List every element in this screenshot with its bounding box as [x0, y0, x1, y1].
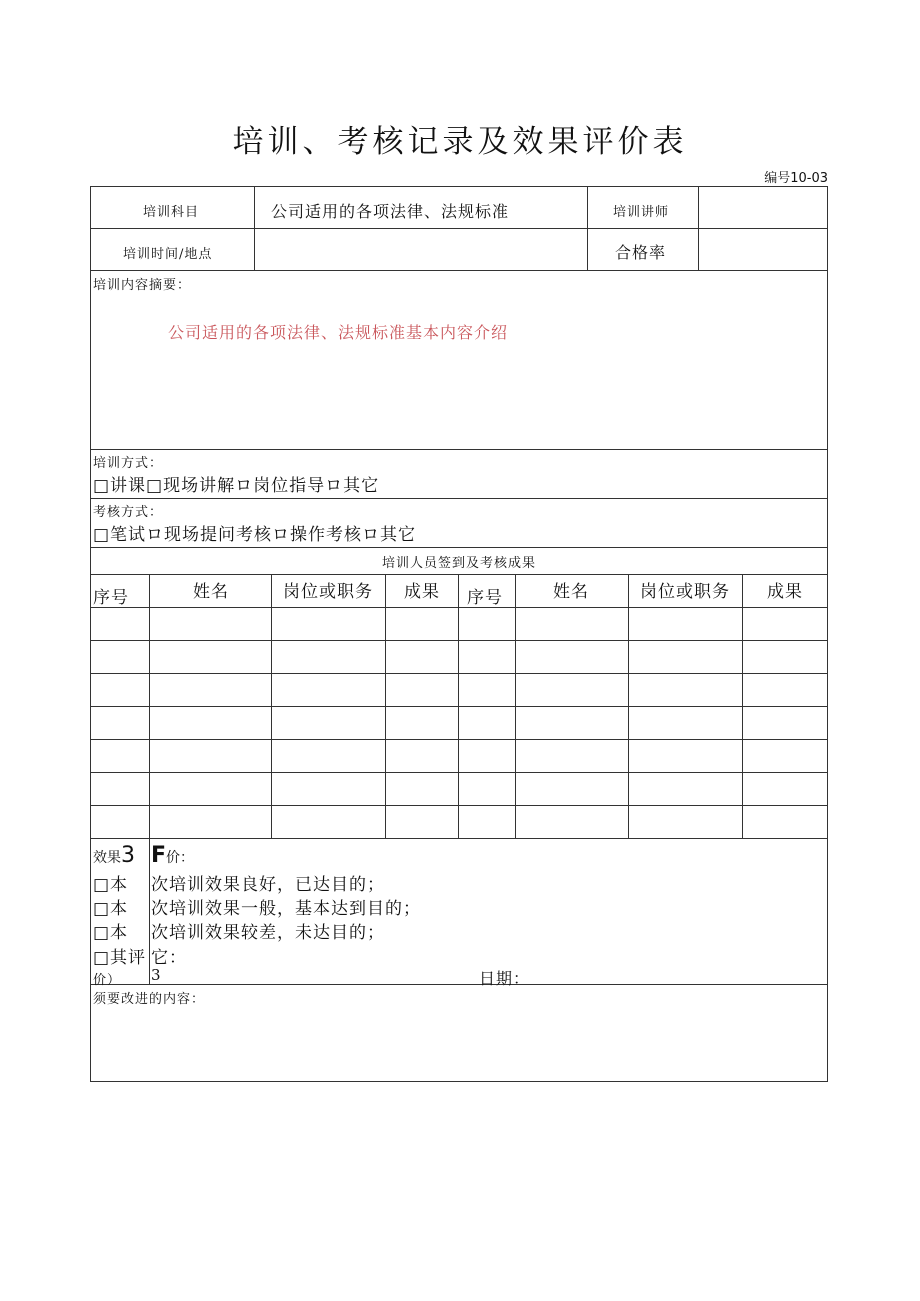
col-divider — [149, 574, 150, 838]
col-divider — [385, 574, 386, 838]
eval-line-2-left[interactable]: □本 — [93, 899, 129, 919]
col-divider — [254, 187, 255, 270]
training-method-label: 培训方式： — [93, 456, 164, 471]
improvement-label: 须要改进的内容： — [93, 992, 206, 1007]
summary-text: 公司适用的各项法律、法规标准基本内容介绍 — [168, 323, 509, 342]
exam-method-options[interactable]: □笔试ロ现场提问考核ロ操作考核ロ其它 — [93, 525, 417, 545]
summary-label: 培训内容摘要： — [93, 278, 192, 293]
evaluation-label-rest — [151, 843, 194, 868]
col-divider — [271, 574, 272, 838]
row-divider — [91, 805, 827, 806]
eval-line-2-right: 次培训效果一般，基本达到目的； — [151, 899, 421, 919]
eval-footer-left: 价） — [93, 973, 122, 988]
form-title: 培训、考核记录及效果评价表 — [232, 124, 688, 160]
row-divider — [91, 574, 827, 575]
row-divider — [91, 706, 827, 707]
col-divider — [149, 838, 150, 984]
row-divider — [91, 547, 827, 548]
col-header-name-2: 姓名 — [553, 582, 589, 602]
row-divider — [91, 739, 827, 740]
eval-line-4-right: 它： — [151, 948, 187, 968]
col-header-seq-2: 序号 — [467, 588, 503, 608]
row-divider — [91, 640, 827, 641]
evaluation-label-glyph2: F — [151, 843, 167, 868]
eval-line-1-left[interactable]: □本 — [93, 875, 129, 895]
eval-line-3-right: 次培训效果较差，未达目的； — [151, 923, 385, 943]
evaluation-label-suffix: 价： — [166, 850, 195, 866]
trainer-label: 培训讲师 — [613, 205, 670, 220]
evaluation-label-glyph1: 3 — [121, 843, 135, 868]
row-divider — [91, 607, 827, 608]
col-divider — [458, 574, 459, 838]
evaluation-label-prefix: 效果 — [93, 850, 121, 866]
subject-label: 培训科目 — [143, 205, 200, 220]
col-header-result: 成果 — [404, 582, 440, 602]
row-divider — [91, 228, 827, 229]
signin-section-title: 培训人员签到及考核成果 — [381, 556, 536, 571]
row-divider — [91, 270, 827, 271]
form-table — [90, 186, 828, 1082]
eval-line-4-left[interactable]: □其评 — [93, 948, 147, 968]
subject-value: 公司适用的各项法律、法规标准 — [271, 202, 510, 221]
row-divider — [91, 838, 827, 839]
col-header-position-2: 岗位或职务 — [640, 582, 730, 602]
eval-line-1-right: 次培训效果良好，已达目的； — [151, 875, 385, 895]
row-divider — [91, 673, 827, 674]
col-divider — [515, 574, 516, 838]
row-divider — [91, 449, 827, 450]
time-place-label: 培训时间/地点 — [123, 247, 213, 262]
row-divider — [91, 498, 827, 499]
date-label: 日期： — [479, 969, 531, 988]
eval-footer-num: 3 — [151, 966, 161, 984]
training-method-options[interactable]: □讲课□现场讲解ロ岗位指导ロ其它 — [93, 476, 380, 496]
row-divider — [91, 984, 827, 985]
col-divider — [628, 574, 629, 838]
eval-line-3-left[interactable]: □本 — [93, 923, 129, 943]
col-divider — [698, 187, 699, 270]
col-header-result-2: 成果 — [767, 582, 803, 602]
col-header-seq: 序号 — [93, 588, 129, 608]
exam-method-label: 考核方式： — [93, 505, 164, 520]
pass-rate-label: 合格率 — [615, 243, 667, 262]
col-header-name: 姓名 — [193, 582, 229, 602]
col-divider — [742, 574, 743, 838]
document-number: 编号10-03 — [764, 171, 828, 186]
evaluation-label — [93, 843, 135, 868]
col-divider — [587, 187, 588, 270]
row-divider — [91, 772, 827, 773]
col-header-position: 岗位或职务 — [283, 582, 373, 602]
